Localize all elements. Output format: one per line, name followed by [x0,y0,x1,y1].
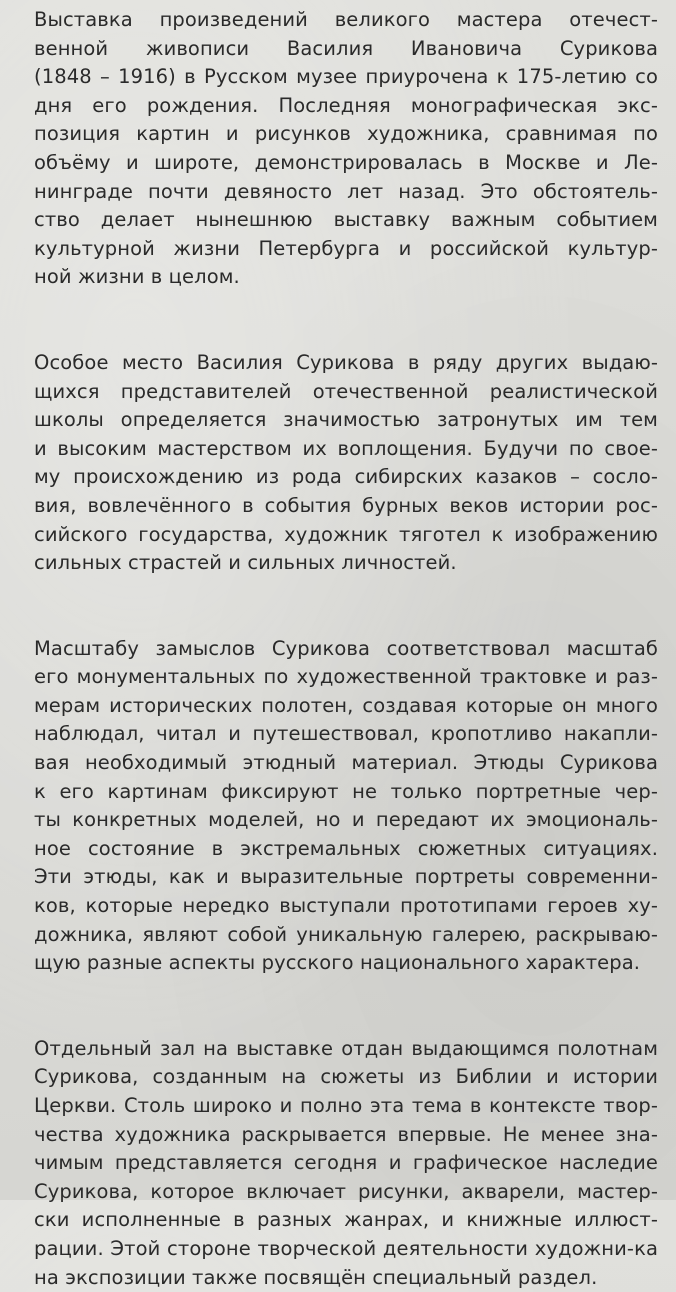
text-line: (1848 – 1916) в Русском музее приурочена к 175-летию со [34,65,658,89]
text-line: Сурикова, созданным на сюжеты из Библии и истории [34,1065,658,1089]
text-line: объёму и широте, демонстрировалась в Москве и Ле- [34,150,658,174]
text-line: чества художника раскрывается впервые. Не менее зна- [34,1122,658,1146]
text-line: дня его рождения. Последняя монографическая экс- [34,93,658,117]
text-line: Масштабу замыслов Сурикова соответствовал масштаб [34,636,658,660]
text-line: Выставка произведений великого мастера отечест- [34,8,658,31]
paragraph-1 [34,6,658,292]
text-line: Церкви. Столь широко и полно эта тема в контексте твор- [34,1094,658,1117]
text-line: школы определяется значимостью затронутых им тем [34,408,658,432]
text-line: венной живописи Василия Ивановича Сурикова [34,36,658,60]
text-line: чимым представляется сегодня и графическое наследие [34,1151,658,1175]
text-line: Сурикова, которое включает рисунки, акварели, мастер- [34,1179,658,1203]
text-line: нинграде почти девяносто лет назад. Это обстоятель- [34,179,658,203]
text-line: наблюдал, читал и путешествовал, кропотливо накапли- [34,722,658,746]
text-line: культурной жизни Петербурга и российской культур- [34,236,658,260]
text-line: и высоким мастерством их воплощения. Будучи по свое- [34,436,658,460]
paragraph-3 [34,635,658,978]
text-line: сийского государства, художник тяготел к изображению [34,522,658,546]
text-line: позиция картин и рисунков художника, сравнимая по [34,122,658,146]
text-line: мерам исторических полотен, создавая которые он много [34,693,658,717]
text-line: на экспозиции также посвящён специальный раздел. [34,1265,598,1289]
text-line: ски исполненные в разных жанрах, и книжные иллюст- [34,1208,658,1232]
text-line: рации. Этой стороне творческой деятельности художни-ка [34,1236,658,1260]
text-line: Отдельный зал на выставке отдан выдающимся полотнам [34,1036,658,1060]
museum-wall-text [34,6,658,1292]
text-line: дожника, являют собой уникальную галерею, раскрываю- [34,922,658,946]
text-line: ной жизни в целом. [34,265,240,289]
text-line: сильных страстей и сильных личностей. [34,551,457,575]
text-line: щую разные аспекты русского национального характера. [34,951,641,975]
text-line: к его картинам фиксируют не только портретные чер- [34,779,658,803]
text-line: Особое место Василия Сурикова в ряду других выдаю- [34,350,658,374]
text-line: му происхождению из рода сибирских казаков – сосло- [34,465,658,489]
text-line: ство делает нынешнюю выставку важным событием [34,208,658,232]
text-line: вая необходимый этюдный материал. Этюды Сурикова [34,751,658,775]
text-line: его монументальных по художественной трактовке и раз- [34,665,658,689]
text-line: ты конкретных моделей, но и передают их эмоциональ- [34,808,658,832]
paragraph-2 [34,349,658,578]
text-line: вия, вовлечённого в события бурных веков истории рос- [34,493,658,517]
text-line: ное состояние в экстремальных сюжетных ситуациях. [34,836,658,860]
text-line: щихся представителей отечественной реалистической [34,379,658,403]
text-line: Эти этюды, как и выразительные портреты современни- [34,865,658,889]
text-line: ков, которые нередко выступали прототипами героев ху- [34,894,658,918]
paragraph-4 [34,1035,658,1292]
